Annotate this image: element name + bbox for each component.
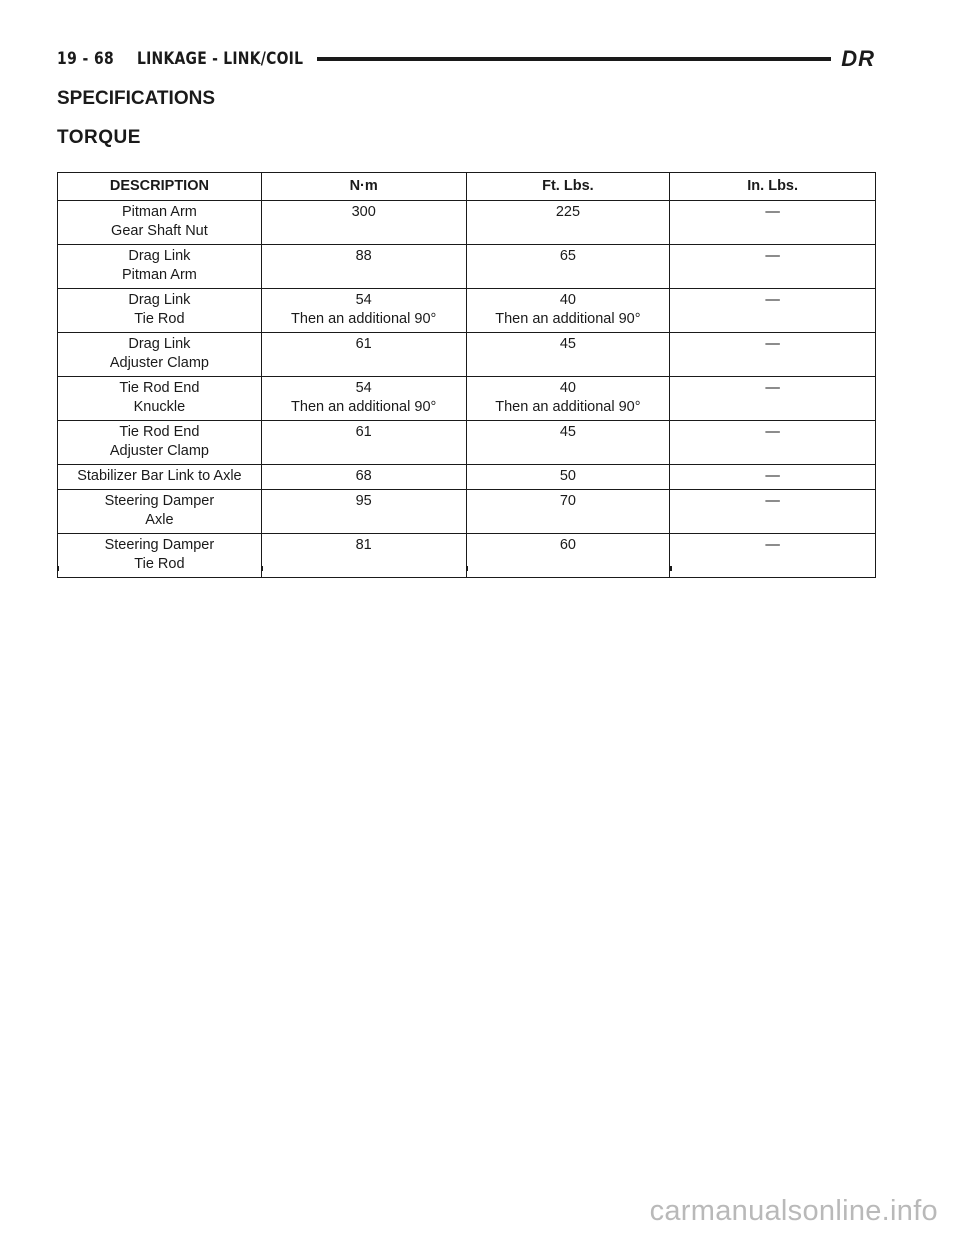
header-rule [317,57,831,61]
table-body [58,201,876,578]
watermark: carmanualsonline.info [649,1195,938,1227]
table-row [58,289,876,333]
cell-ftlbs [466,201,670,245]
cell-text: Steering Damper [104,493,215,509]
page-reference: 19 - 68 [57,49,115,69]
cell-text: 70 [559,493,576,509]
cell-description [58,377,262,421]
table-row [58,377,876,421]
cell-text: Tie Rod [134,311,185,327]
cell-inlbs [670,289,876,333]
cell-text: — [765,292,780,308]
cell-text: 40 [559,292,576,308]
cell-text: Tie Rod End [119,424,200,440]
cell-text: 68 [355,468,372,484]
cell-text: — [765,248,780,264]
torque-table [57,172,876,578]
cell-text: 45 [559,336,576,352]
table-tick [466,566,468,571]
column-header-ftlbs: Ft. Lbs. [466,173,670,201]
column-header-inlbs: In. Lbs. [670,173,876,201]
table-row [58,245,876,289]
table-row [58,490,876,534]
cell-text: 300 [351,204,376,220]
cell-text: Tie Rod End [119,380,200,396]
cell-text: — [765,537,780,553]
cell-text: 54 [355,292,372,308]
table-tick [875,566,877,571]
cell-text: — [765,204,780,220]
cell-description [58,289,262,333]
cell-nm [261,490,466,534]
cell-text: 61 [355,336,372,352]
cell-text: Steering Damper [104,537,215,553]
cell-inlbs [670,377,876,421]
page-header [57,44,875,74]
cell-inlbs [670,465,876,490]
cell-nm [261,289,466,333]
model-code: DR [841,46,875,71]
cell-ftlbs [466,245,670,289]
cell-text: 50 [559,468,576,484]
subsection-title: TORQUE [57,127,141,148]
cell-text: Pitman Arm [121,267,197,283]
cell-nm [261,333,466,377]
cell-inlbs [670,245,876,289]
cell-description [58,245,262,289]
cell-nm [261,245,466,289]
table-row [58,201,876,245]
table-row [58,333,876,377]
cell-text: Adjuster Clamp [109,355,209,371]
cell-text: 81 [355,537,372,553]
cell-text: 54 [355,380,372,396]
section-title: SPECIFICATIONS [57,88,215,109]
table-tick [261,566,263,571]
cell-text: 40 [559,380,576,396]
cell-text: Drag Link [128,336,191,352]
cell-text: Knuckle [133,399,186,415]
cell-text: Tie Rod [134,556,185,572]
cell-text: 65 [559,248,576,264]
cell-text: Then an additional 90° [291,399,437,415]
cell-text: — [765,468,780,484]
cell-inlbs [670,333,876,377]
cell-nm [261,377,466,421]
cell-ftlbs [466,421,670,465]
table-header-row [58,173,876,201]
cell-description [58,201,262,245]
cell-nm [261,201,466,245]
cell-text: 61 [355,424,372,440]
cell-text: Then an additional 90° [291,311,437,327]
cell-inlbs [670,490,876,534]
cell-description [58,490,262,534]
cell-ftlbs [466,333,670,377]
cell-text: — [765,336,780,352]
cell-text: 225 [555,204,581,220]
cell-text: Adjuster Clamp [109,443,209,459]
cell-text: Then an additional 90° [495,399,641,415]
column-header-description: DESCRIPTION [58,173,262,201]
cell-ftlbs [466,465,670,490]
table-tick [670,566,672,571]
cell-text: — [765,424,780,440]
cell-nm [261,465,466,490]
cell-text: 45 [559,424,576,440]
cell-inlbs [670,421,876,465]
table-row [58,465,876,490]
cell-description [58,465,262,490]
cell-ftlbs [466,289,670,333]
cell-inlbs [670,201,876,245]
cell-description [58,421,262,465]
cell-ftlbs [466,490,670,534]
cell-text: Drag Link [128,248,191,264]
chapter-title: LINKAGE - LINK/COIL [136,49,303,69]
cell-text: Stabilizer Bar Link to Axle [77,468,242,484]
table-tick [57,566,59,571]
cell-text: 88 [355,248,372,264]
column-header-nm: N·m [261,173,466,201]
cell-text: Gear Shaft Nut [111,223,208,239]
cell-description [58,333,262,377]
cell-nm [261,421,466,465]
table-row [58,421,876,465]
cell-ftlbs [466,377,670,421]
cell-text: Drag Link [128,292,191,308]
cell-text: 95 [355,493,372,509]
table-bottom-ticks [57,566,876,571]
cell-text: — [765,380,780,396]
cell-text: 60 [559,537,576,553]
cell-text: — [765,493,780,509]
cell-text: Then an additional 90° [495,311,641,327]
cell-text: Pitman Arm [121,204,197,220]
cell-text: Axle [145,512,174,528]
